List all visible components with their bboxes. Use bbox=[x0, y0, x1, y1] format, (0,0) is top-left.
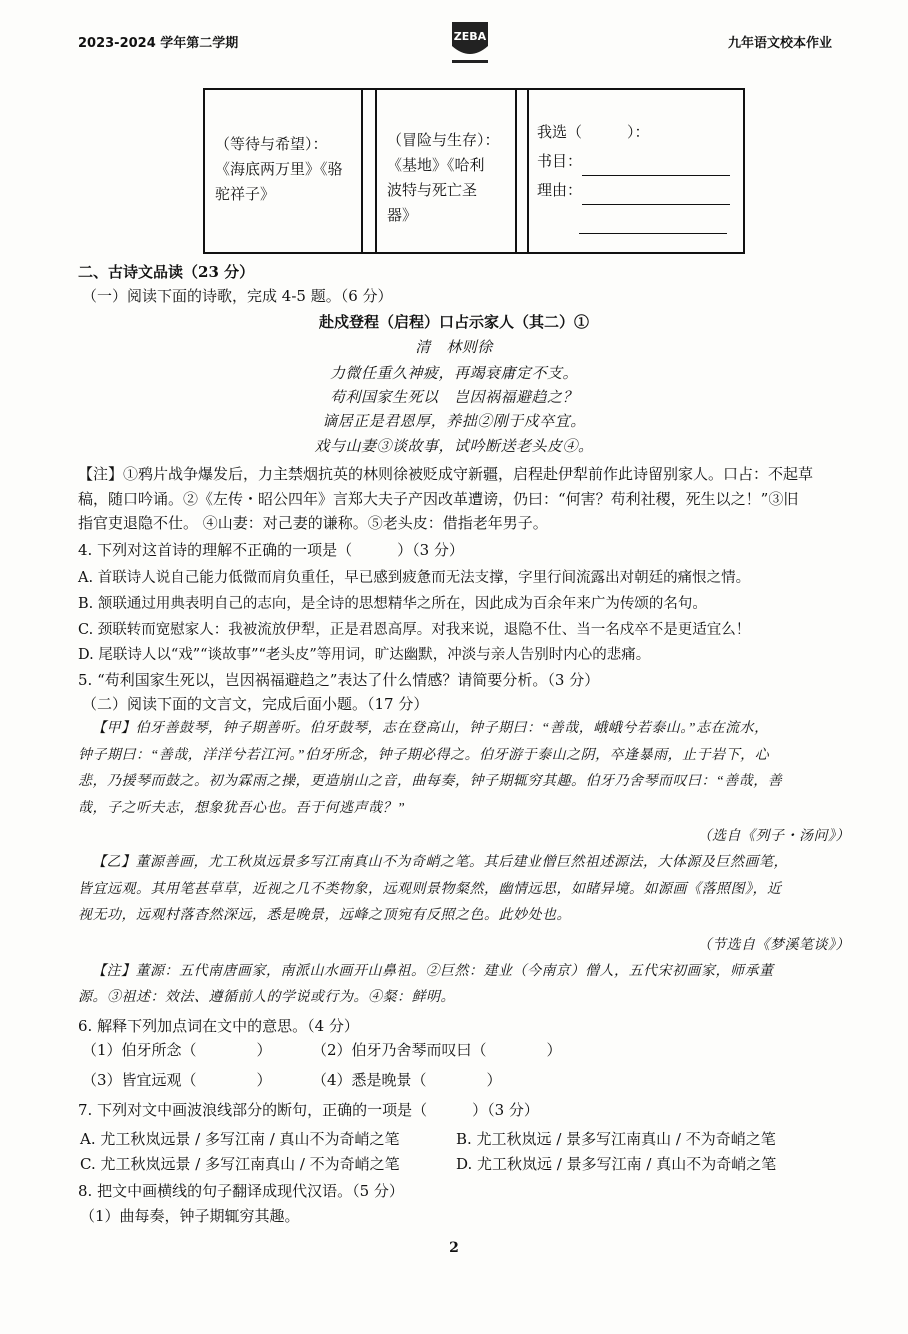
q4-option-b: B. 颔联通过用典表明自己的志向，是全诗的思想精华之所在，因此成为百余年来广为传颂的名句。 bbox=[78, 596, 707, 612]
poem-note: 【注】①鸦片战争爆发后，力主禁烟抗英的林则徐被贬成守新疆，启程赴伊犁前作此诗留别家人。口占：不起草 bbox=[78, 465, 814, 483]
part1-title: （一）阅读下面的诗歌，完成 4-5 题。（6 分） bbox=[82, 287, 393, 305]
poem-title: 赴戍登程（启程）口占示家人（其二）① bbox=[318, 313, 589, 331]
group-cell-waiting: （等待与希望）： 《海底两万里》《骆 驼祥子》 bbox=[204, 89, 362, 253]
q6-item-2: （2）伯牙乃舍琴而叹曰（ ） bbox=[312, 1041, 562, 1059]
yi-text: 视无功，远观村落杳然深远，悉是晚景，远峰之顶宛有反照之色。此妙处也。 bbox=[78, 908, 571, 923]
poem-note: 指官吏退隐不仕。 ④山妻：对己妻的谦称。⑤老头皮：借指老年男子。 bbox=[78, 514, 548, 532]
yi-note: 源。③祖述：效法、遵循前人的学说或行为。④粲：鲜明。 bbox=[78, 990, 455, 1005]
answer-cell bbox=[528, 89, 744, 253]
course-label: 九年语文校本作业 bbox=[727, 36, 832, 51]
q4-option-a: A. 首联诗人说自己能力低微而肩负重任，早已感到疲惫而无法支撑，字里行间流露出对朝廷的痛恨之情。 bbox=[78, 570, 751, 586]
reason-blank-2[interactable] bbox=[579, 217, 727, 234]
poem-line: 苟利国家生死以 岂因祸福避趋之？ bbox=[329, 390, 578, 406]
jia-text: 钟子期曰：“善哉，洋洋兮若江河。”伯牙所念，钟子期必得之。伯牙游于泰山之阴，卒逢暴雨，止于岩下，心 bbox=[78, 748, 770, 763]
yi-text: 皆宜远观。其用笔甚草草，近视之几不类物象，远观则景物粲然，幽情远思，如睹异境。如源画《落照图》，近 bbox=[78, 882, 782, 897]
book-label: 书目： bbox=[537, 152, 583, 170]
svg-text:ZEBA: ZEBA bbox=[453, 30, 487, 43]
poem-note: 稿，随口吟诵。②《左传・昭公四年》言郑大夫子产因改革遭谤，仍曰：“何害？苟利社稷，死生以之！”③旧 bbox=[78, 490, 799, 508]
q6-item-3: （3）皆宜远观（ ） bbox=[82, 1071, 272, 1089]
jia-text: 悲，乃援琴而鼓之。初为霖雨之操，更造崩山之音，曲每奏，钟子期辄穷其趣。伯牙乃舍琴而叹曰：“善哉，善 bbox=[78, 774, 783, 789]
poem-line: 谪居正是君恩厚，养拙②刚于戍卒宜。 bbox=[322, 414, 586, 430]
question-6: 6. 解释下列加点词在文中的意思。（4 分） bbox=[78, 1017, 359, 1035]
reason-blank[interactable] bbox=[582, 188, 730, 205]
q7-option-d: D. 尤工秋岚远 / 景多写江南 / 真山不为奇峭之笔 bbox=[456, 1155, 777, 1173]
book-choice-table bbox=[203, 88, 745, 254]
section-title: 二、古诗文品读（23 分） bbox=[78, 263, 255, 281]
poem-line: 戏与山妻③谈故事，试吟断送老头皮④。 bbox=[314, 439, 594, 455]
question-7: 7. 下列对文中画波浪线部分的断句，正确的一项是（ ）（3 分） bbox=[78, 1101, 539, 1119]
book-blank[interactable] bbox=[582, 159, 730, 176]
choose-line: 我选（ ）： bbox=[537, 123, 650, 141]
q7-option-c: C. 尤工秋岚远景 / 多写江南真山 / 不为奇峭之笔 bbox=[80, 1155, 400, 1173]
part2-title: （二）阅读下面的文言文，完成后面小题。（17 分） bbox=[82, 695, 429, 713]
yi-note: 【注】董源：五代南唐画家，南派山水画开山鼻祖。②巨然：建业（今南京）僧人，五代宋初画家，师承董 bbox=[92, 964, 774, 979]
question-8: 8. 把文中画横线的句子翻译成现代汉语。（5 分） bbox=[78, 1182, 404, 1200]
q4-option-c: C. 颈联转而宽慰家人：我被流放伊犁，正是君恩高厚。对我来说，退隐不仕、当一名戍卒不是更适宜么！ bbox=[78, 622, 751, 638]
school-logo bbox=[444, 16, 496, 68]
q8-item-1: （1）曲每奏，钟子期辄穷其趣。 bbox=[80, 1207, 300, 1225]
q4-option-d: D. 尾联诗人以“戏”“谈故事”“老头皮”等用词，旷达幽默，冲淡与亲人告别时内心的悲痛。 bbox=[78, 647, 651, 663]
term-label: 2023-2024 学年第二学期 bbox=[78, 36, 239, 51]
q6-item-1: （1）伯牙所念（ ） bbox=[82, 1041, 272, 1059]
jia-text: 哉，子之听夫志，想象犹吾心也。吾于何逃声哉？” bbox=[78, 801, 406, 816]
question-5: 5. “苟利国家生死以，岂因祸福避趋之”表达了什么情感？请简要分析。（3 分） bbox=[78, 671, 600, 689]
yi-source: （节选自《梦溪笔谈》） bbox=[697, 938, 850, 953]
question-4: 4. 下列对这首诗的理解不正确的一项是（ ）（3 分） bbox=[78, 541, 464, 559]
q6-item-4: （4）悉是晚景（ ） bbox=[312, 1071, 502, 1089]
jia-source: （选自《列子・汤问》） bbox=[697, 829, 850, 844]
reason-label: 理由： bbox=[537, 181, 583, 199]
jia-text: 【甲】伯牙善鼓琴，钟子期善听。伯牙鼓琴，志在登高山，钟子期曰：“善哉，峨峨兮若泰山。”志在流水， bbox=[92, 721, 769, 736]
yi-text: 【乙】董源善画，尤工秋岚远景多写江南真山不为奇峭之笔。其后建业僧巨然祖述源法，大体源及巨然画笔， bbox=[92, 855, 788, 870]
poem-author: 清 林则徐 bbox=[415, 340, 493, 356]
page-number: 2 bbox=[449, 1240, 459, 1256]
q7-option-a: A. 尤工秋岚远景 / 多写江南 / 真山不为奇峭之笔 bbox=[80, 1130, 400, 1148]
poem-line: 力微任重久神疲，再竭衰庸定不支。 bbox=[329, 366, 578, 382]
group-cell-adventure: （冒险与生存）： 《基地》《哈利 波特与死亡圣 器》 bbox=[376, 89, 516, 253]
q7-option-b: B. 尤工秋岚远 / 景多写江南真山 / 不为奇峭之笔 bbox=[456, 1130, 776, 1148]
